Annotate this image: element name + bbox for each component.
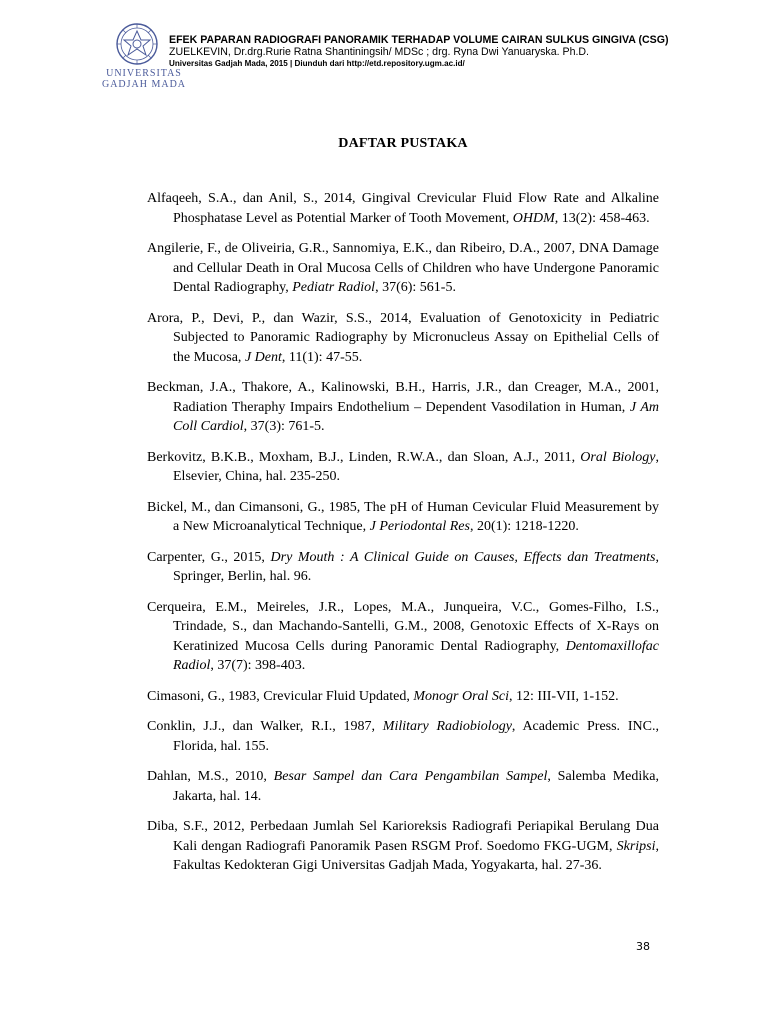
- reference-item: Cimasoni, G., 1983, Crevicular Fluid Updated, Monogr Oral Sci, 12: III-VII, 1-152.: [147, 688, 619, 704]
- reference-list: [147, 189, 659, 887]
- university-name: [96, 68, 192, 90]
- header-text: [169, 34, 709, 70]
- reference-item: Angilerie, F., de Oliveiria, G.R., Sannomiya, E.K., dan Ribeiro, D.A., 2007, DNA Damage and Cellular Death in Oral Mucosa Cells of Children who have Undergone Panoramic Dental Radiography, Pediatr Radiol, 37(6): 561-5.: [147, 241, 659, 295]
- reference-item: Bickel, M., dan Cimansoni, G., 1985, The pH of Human Cevicular Fluid Measurement by a New Microanalytical Technique, J Periodontal Res, 20(1): 1218-1220.: [147, 499, 659, 534]
- university-seal-icon: [114, 22, 160, 66]
- university-name-line2: GADJAH MADA: [101, 79, 187, 90]
- reference-item: Cerqueira, E.M., Meireles, J.R., Lopes, M.A., Junqueira, V.C., Gomes-Filho, I.S., Trindade, S., dan Machando-Santelli, G.M., 2008, Genotoxic Effects of X-Rays on Keratinized Mucosa Cells during Panoramic Dental Radiography, Dentomaxillofac Radiol, 37(7): 398-403.: [147, 599, 659, 673]
- reference-item: Diba, S.F., 2012, Perbedaan Jumlah Sel Karioreksis Radiografi Periapikal Berulang Dua Kali dengan Radiografi Panoramik Pasen RSGM Prof. Soedomo FKG-UGM, Skripsi, Fakultas Kedokteran Gigi Universitas Gadjah Mada, Yogyakarta, hal. 27-36.: [147, 819, 659, 873]
- reference-item: Beckman, J.A., Thakore, A., Kalinowski, B.H., Harris, J.R., dan Creager, M.A., 2001, Radiation Theraphy Impairs Endothelium – Dependent Vasodilation in Human, J Am Coll Cardiol, 37(3): 761-5.: [147, 380, 659, 434]
- reference-item: Berkovitz, B.K.B., Moxham, B.J., Linden, R.W.A., dan Sloan, A.J., 2011, Oral Biology, Elsevier, China, hal. 235-250.: [147, 449, 659, 484]
- reference-item: Arora, P., Devi, P., dan Wazir, S.S., 2014, Evaluation of Genotoxicity in Pediatric Subjected to Panoramic Radiography by Micronucleus Assay on Epithelial Cells of the Mucosa, J Dent, 11(1): 47-55.: [147, 310, 659, 365]
- reference-item: Alfaqeeh, S.A., dan Anil, S., 2014, Gingival Crevicular Fluid Flow Rate and Alkaline Phosphatase Level as Potential Marker of Tooth Movement, OHDM, 13(2): 458-463.: [147, 191, 659, 226]
- page-title: DAFTAR PUSTAKA: [338, 136, 468, 151]
- header-authors: ZUELKEVIN, Dr.drg.Rurie Ratna Shantiningsih/ MDSc ; drg. Ryna Dwi Yanuaryska. Ph.D.: [169, 46, 589, 58]
- reference-item: Conklin, J.J., dan Walker, R.I., 1987, Military Radiobiology, Academic Press. INC., Florida, hal. 155.: [147, 719, 659, 754]
- header-source: Universitas Gadjah Mada, 2015 | Diunduh dari http://etd.repository.ugm.ac.id/: [169, 59, 465, 68]
- reference-item: Dahlan, M.S., 2010, Besar Sampel dan Cara Pengambilan Sampel, Salemba Medika, Jakarta, hal. 14.: [147, 769, 659, 804]
- page-header: [96, 22, 696, 92]
- reference-item: Carpenter, G., 2015, Dry Mouth : A Clinical Guide on Causes, Effects dan Treatments, Springer, Berlin, hal. 96.: [147, 549, 660, 584]
- header-title: EFEK PAPARAN RADIOGRAFI PANORAMIK TERHADAP VOLUME CAIRAN SULKUS GINGIVA (CSG): [169, 34, 669, 46]
- page-number: 38: [636, 940, 650, 953]
- university-name-line1: UNIVERSITAS: [106, 68, 182, 79]
